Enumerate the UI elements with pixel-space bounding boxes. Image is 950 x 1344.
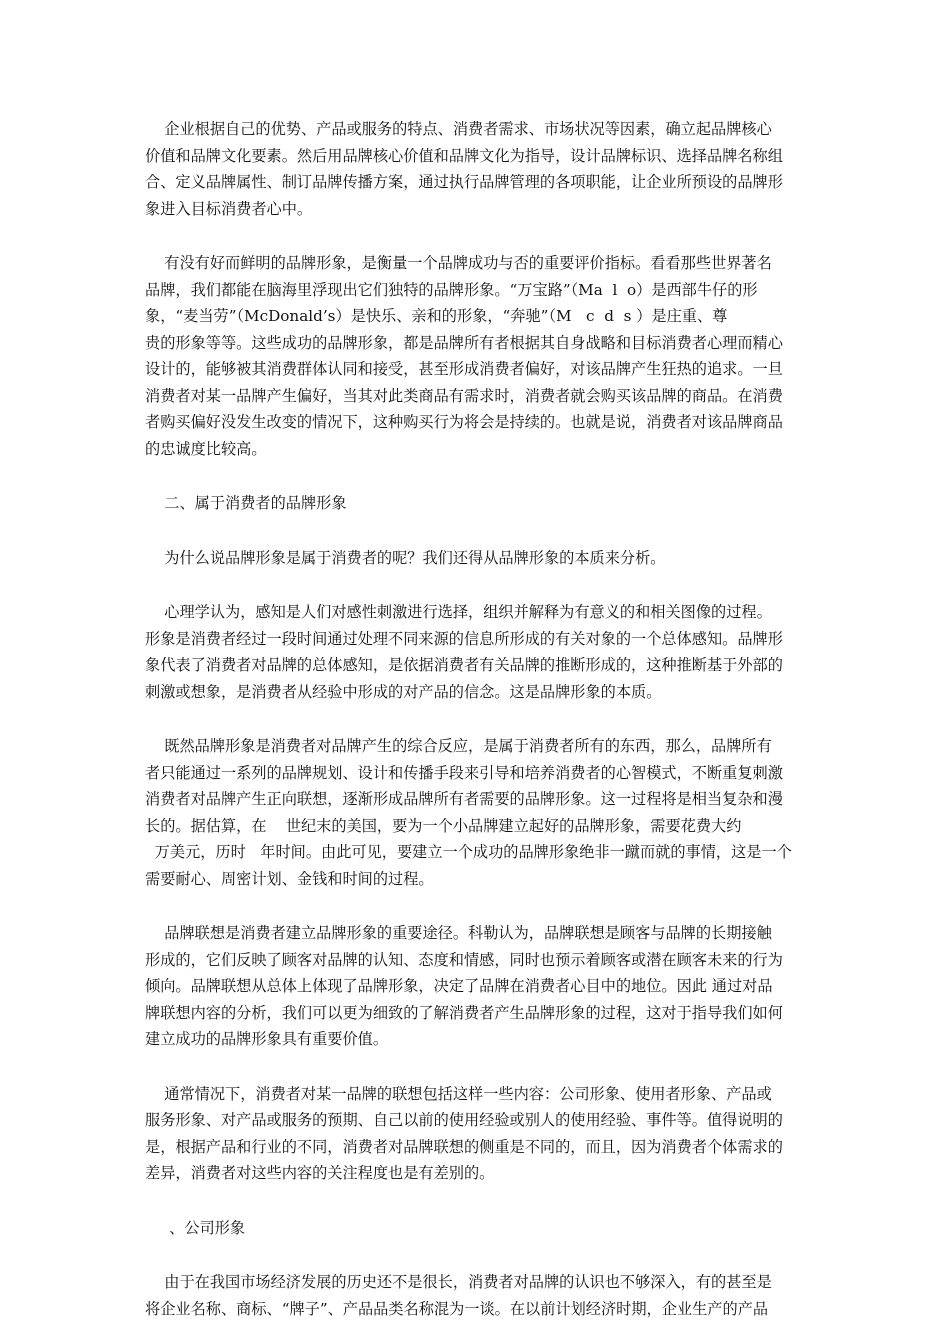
text-line: 形成的，它们反映了顾客对品牌的认知、态度和情感，同时也预示着顾客或潜在顾客未来的行为: [145, 950, 783, 969]
paragraph-gap: [145, 1187, 813, 1215]
text-line: 二、属于消费者的品牌形象: [145, 494, 347, 512]
paragraph-gap: [145, 1241, 813, 1269]
text-line: 消费者对品牌产生正向联想，逐渐形成品牌所有者需要的品牌形象。这一过程将是相当复杂和漫: [145, 790, 783, 808]
text-line: 象，“麦当劳”（McDonald’s）是快乐、亲和的形象，“奔驰”（M c d s ）是庄重、尊: [145, 307, 728, 325]
paragraph-gap: [145, 892, 813, 920]
text-line: 为什么说品牌形象是属于消费者的呢？我们还得从品牌形象的本质来分析。: [145, 548, 666, 567]
paragraph-gap: [145, 517, 813, 545]
text-line: 者购买偏好没发生改变的情况下，这种购买行为将会是持续的。也就是说，消费者对该品牌商品: [145, 413, 783, 431]
text-line: 通常情况下，消费者对某一品牌的联想包括这样一些内容：公司形象、使用者形象、产品或: [145, 1084, 772, 1103]
text-line: 合、定义品牌属性、制订品牌传播方案，通过执行品牌管理的各项职能，让企业所预设的品牌形: [145, 173, 783, 191]
text-line: 差异，消费者对这些内容的关注程度也是有差别的。: [145, 1164, 495, 1182]
paragraph: [145, 116, 813, 222]
text-line: 品牌，我们都能在脑海里浮现出它们独特的品牌形象。“万宝路”（Ma l o）是西部牛仔的形: [145, 280, 758, 299]
paragraph-gap: [145, 1053, 813, 1081]
text-line: 牌联想内容的分析，我们可以更为细致的了解消费者产生品牌形象的过程，这对于指导我们如何: [145, 1003, 783, 1022]
text-line: 象进入目标消费者心中。: [145, 199, 313, 218]
text-line: 既然品牌形象是消费者对品牌产生的综合反应，是属于消费者所有的东西，那么，品牌所有: [145, 737, 772, 755]
text-line: 、公司形象: [145, 1218, 246, 1237]
text-line: 企业根据自己的优势、产品或服务的特点、消费者需求、市场状况等因素，确立起品牌核心: [145, 120, 772, 138]
paragraph: [145, 920, 813, 1053]
text-line: 设计的，能够被其消费群体认同和接受，甚至形成消费者偏好，对该品牌产生狂热的追求。一旦: [145, 360, 783, 378]
text-line: 消费者对某一品牌产生偏好，当其对此类商品有需求时，消费者就会购买该品牌的商品。在消费: [145, 386, 783, 405]
text-line: 是，根据产品和行业的不同，消费者对品牌联想的侧重是不同的，而且，因为消费者个体需求的: [145, 1137, 783, 1156]
paragraph-gap: [145, 462, 813, 490]
paragraph: [145, 599, 813, 705]
text-line: 刺激或想象，是消费者从经验中形成的对产品的信念。这是品牌形象的本质。: [145, 682, 662, 701]
paragraph: [145, 1081, 813, 1187]
paragraph: [145, 1269, 813, 1322]
paragraph: [145, 250, 813, 462]
paragraph-gap: [145, 222, 813, 250]
text-line: 贵的形象等等。这些成功的品牌形象，都是品牌所有者根据其自身战略和目标消费者心理而精心: [145, 333, 783, 352]
paragraph: [145, 490, 813, 517]
text-line: 建立成功的品牌形象具有重要价值。: [145, 1030, 388, 1048]
text-line: 价值和品牌文化要素。然后用品牌核心价值和品牌文化为指导，设计品牌标识、选择品牌名称组: [145, 146, 783, 165]
text-line: 的忠诚度比较高。: [145, 439, 267, 458]
paragraph: [145, 1215, 813, 1242]
paragraph: [145, 733, 813, 892]
paragraph-gap: [145, 571, 813, 599]
text-line: 心理学认为，感知是人们对感性刺激进行选择，组织并解释为有意义的和相关图像的过程。: [145, 603, 772, 621]
text-line: 将企业名称、商标、“牌子”、产品品类名称混为一谈。在以前计划经济时期，企业生产的产品: [145, 1299, 769, 1318]
paragraph-gap: [145, 705, 813, 733]
text-line: 倾向。品牌联想从总体上体现了品牌形象，决定了品牌在消费者心目中的地位。因此 通过对品: [145, 977, 773, 995]
document-page: [145, 116, 813, 1322]
text-line: 有没有好而鲜明的品牌形象，是衡量一个品牌成功与否的重要评价指标。看看那些世界著名: [145, 254, 772, 272]
text-line: 服务形象、对产品或服务的预期、自己以前的使用经验或别人的使用经验、事件等。值得说明的: [145, 1111, 783, 1129]
paragraph: [145, 545, 813, 572]
text-line: 形象是消费者经过一段时间通过处理不同来源的信息所形成的有关对象的一个总体感知。品牌形: [145, 629, 783, 648]
text-line: 品牌联想是消费者建立品牌形象的重要途径。科勒认为，品牌联想是顾客与品牌的长期接触: [145, 924, 772, 942]
text-line: 长的。据估算，在 世纪末的美国，要为一个小品牌建立起好的品牌形象，需要花费大约: [145, 816, 742, 835]
text-line: 象代表了消费者对品牌的总体感知，是依据消费者有关品牌的推断形成的，这种推断基于外部的: [145, 656, 783, 674]
text-line: 万美元，历时 年时间。由此可见，要建立一个成功的品牌形象绝非一蹴而就的事情，这是一个: [145, 843, 792, 861]
text-line: 由于在我国市场经济发展的历史还不是很长，消费者对品牌的认识也不够深入，有的甚至是: [145, 1273, 772, 1291]
text-line: 需要耐心、周密计划、金钱和时间的过程。: [145, 869, 434, 888]
text-line: 者只能通过一系列的品牌规划、设计和传播手段来引导和培养消费者的心智模式，不断重复刺激: [145, 763, 783, 782]
